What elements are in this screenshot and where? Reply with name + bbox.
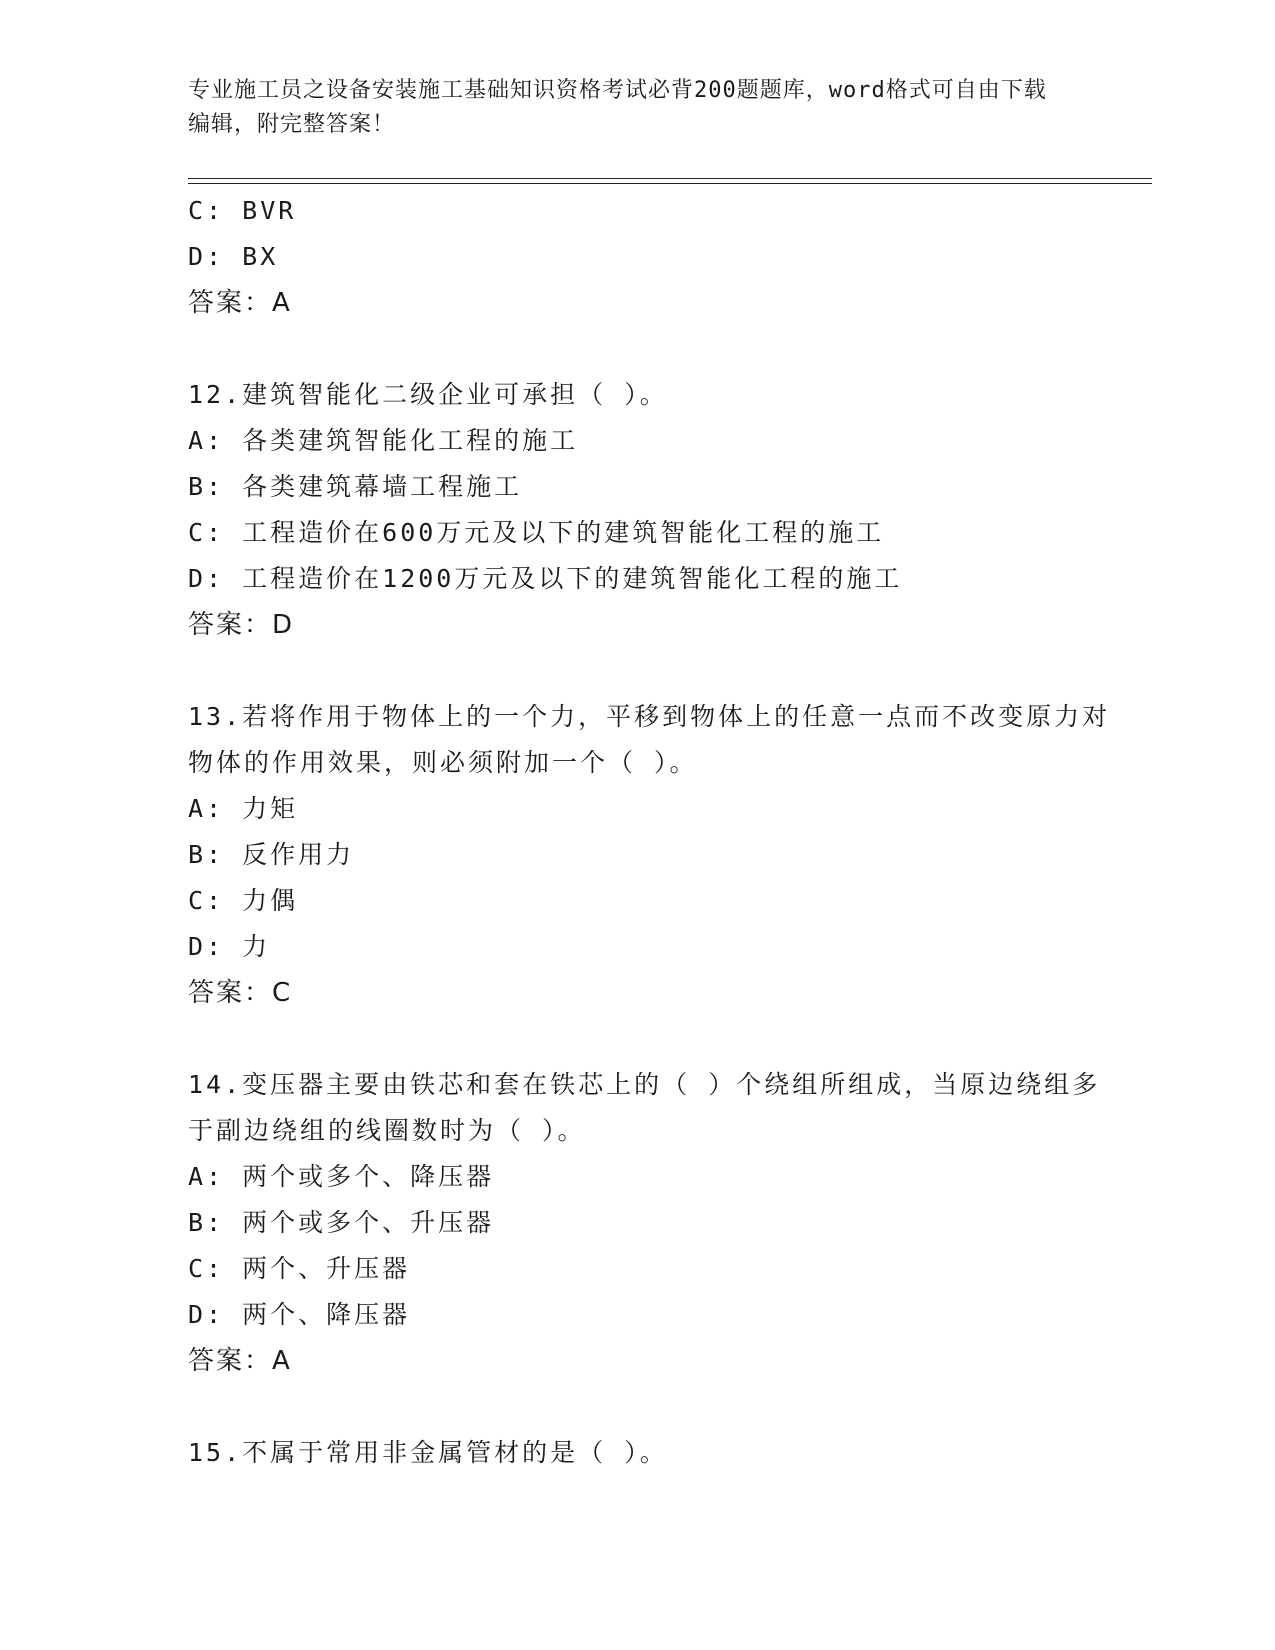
option-a: A: 力矩 <box>188 794 299 823</box>
option-d: D: 两个、降压器 <box>188 1300 411 1329</box>
question-text: 14.变压器主要由铁芯和套在铁芯上的（ ）个绕组所组成，当原边绕组多于副边绕组的线圈数时为（ ）。 <box>188 1070 1101 1145</box>
question-text: 12.建筑智能化二级企业可承担（ ）。 <box>188 380 668 409</box>
spacer <box>188 326 1128 372</box>
answer-label: 答案：C <box>188 978 293 1008</box>
spacer <box>188 1016 1128 1062</box>
option-c: C: 工程造价在600万元及以下的建筑智能化工程的施工 <box>188 518 885 547</box>
question-block-prev <box>188 188 1128 326</box>
answer-label: 答案：A <box>188 288 292 318</box>
question-block-12 <box>188 372 1128 648</box>
header-divider-top <box>188 178 1152 179</box>
option-d: D: 力 <box>188 932 271 961</box>
question-list <box>188 188 1128 1476</box>
option-b: B: 反作用力 <box>188 840 355 869</box>
header-divider-bottom <box>188 183 1152 184</box>
answer-label: 答案：D <box>188 610 295 640</box>
spacer <box>188 1384 1128 1430</box>
question-block-14 <box>188 1062 1128 1384</box>
option-c: C: 力偶 <box>188 886 299 915</box>
option-d: D: 工程造价在1200万元及以下的建筑智能化工程的施工 <box>188 564 903 593</box>
answer-label: 答案：A <box>188 1346 292 1376</box>
option-b: B: 各类建筑幕墙工程施工 <box>188 472 523 501</box>
question-block-13 <box>188 694 1128 1016</box>
option-a: A: 两个或多个、降压器 <box>188 1162 495 1191</box>
option-b: B: 两个或多个、升压器 <box>188 1208 495 1237</box>
option-a: A: 各类建筑智能化工程的施工 <box>188 426 579 455</box>
page-header-title: 专业施工员之设备安装施工基础知识资格考试必背200题题库，word格式可自由下载编辑，附完整答案！ <box>188 78 1047 137</box>
option-c: C: 两个、升压器 <box>188 1254 411 1283</box>
option-d: D: BX <box>188 242 279 271</box>
question-text: 15.不属于常用非金属管材的是（ ）。 <box>188 1438 668 1467</box>
option-c: C: BVR <box>188 196 297 225</box>
question-text: 13.若将作用于物体上的一个力，平移到物体上的任意一点而不改变原力对物体的作用效果，则必须附加一个（ ）。 <box>188 702 1111 777</box>
spacer <box>188 648 1128 694</box>
question-block-15 <box>188 1430 1128 1476</box>
